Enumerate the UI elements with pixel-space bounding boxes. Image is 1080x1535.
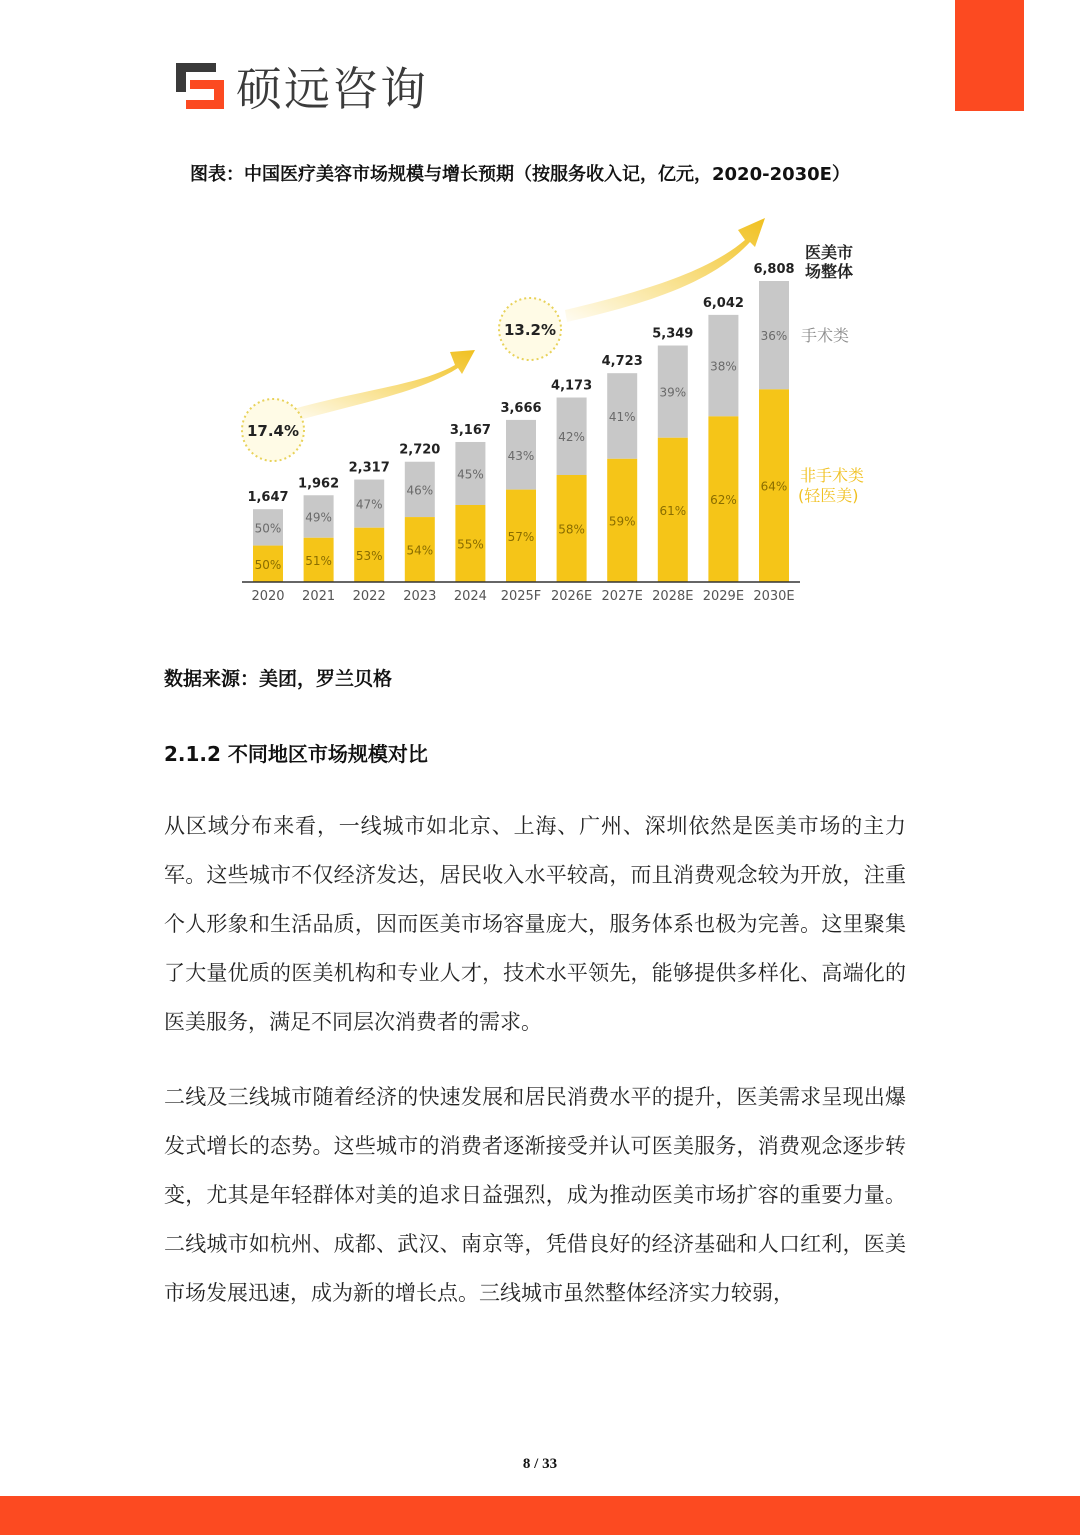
logo-text: 硕远咨询: [236, 62, 428, 116]
non-surgical-share-label: 50%: [254, 557, 282, 572]
surgical-share-label: 41%: [608, 409, 636, 424]
non-surgical-share-label: 59%: [608, 514, 636, 529]
total-value-label: 2,317: [348, 460, 390, 476]
svg-text:13.2%: 13.2%: [503, 321, 557, 339]
non-surgical-share-label: 57%: [507, 529, 535, 544]
x-tick-label: 2022: [352, 589, 386, 604]
cagr-badge-2: [499, 298, 561, 360]
surgical-share-label: 43%: [507, 448, 535, 463]
non-surgical-share-label: 54%: [406, 543, 434, 558]
total-value-label: 2,720: [399, 442, 441, 458]
bar-2020: [247, 490, 288, 582]
page-number: 8 / 33: [522, 1456, 558, 1472]
non-surgical-share-label: 53%: [355, 548, 383, 563]
surgical-share-label: 36%: [760, 329, 788, 344]
x-tick-label: 2023: [403, 589, 437, 604]
svg-text:非手术类: 非手术类: [800, 466, 865, 485]
non-surgical-share-label: 55%: [457, 537, 484, 552]
surgical-share-label: 42%: [558, 430, 585, 445]
total-value-label: 3,666: [500, 400, 542, 416]
svg-text:场整体: 场整体: [805, 262, 854, 281]
x-tick-label: 2028E: [652, 589, 694, 604]
svg-text:17.4%: 17.4%: [246, 422, 300, 440]
total-value-label: 3,167: [449, 422, 491, 438]
paragraph: 二线及三线城市随着经济的快速发展和居民消费水平的提升，医美需求呈现出爆发式增长的态势。这些城市的消费者逐渐接受并认可医美服务，消费观念逐步转变，尤其是年轻群体对美的追求日益强烈，成为推动医美市场扩容的重要力量。二线城市如杭州、成都、武汉、南京等，凭借良好的经济基础和人口红利，医美市场发展迅速，成为新的增长点。三线城市虽然整体经济实力较弱，: [164, 1085, 906, 1305]
chart-title: 图表：中国医疗美容市场规模与增长预期（按服务收入记，亿元，2020-2030E）: [190, 164, 850, 185]
legend: [798, 243, 864, 505]
total-value-label: 6,808: [753, 262, 795, 277]
non-surgical-share-label: 64%: [760, 479, 788, 494]
stacked-bar-chart: [0, 0, 1080, 620]
svg-text:手术类: 手术类: [801, 326, 850, 345]
bar-2030E: [753, 262, 794, 582]
bar-2024: [450, 423, 491, 582]
paragraph: 从区域分布来看，一线城市如北京、上海、广州、深圳依然是医美市场的主力军。这些城市不仅经济发达，居民收入水平较高，而且消费观念较为开放，注重个人形象和生活品质，因而医美市场容量庞大，服务体系也极为完善。这里聚集了大量优质的医美机构和专业人才，技术水平领先，能够提供多样化、高端化的医美服务，满足不同层次消费者的需求。: [164, 814, 906, 1034]
surgical-share-label: 46%: [406, 483, 434, 498]
surgical-share-label: 47%: [355, 497, 383, 512]
bar-2025F: [500, 401, 541, 582]
svg-text:(轻医美): (轻医美): [798, 486, 859, 505]
data-source: 数据来源：美团，罗兰贝格: [164, 668, 393, 690]
bar-2028E: [652, 327, 693, 582]
surgical-share-label: 50%: [254, 521, 282, 536]
non-surgical-share-label: 51%: [305, 553, 332, 568]
non-surgical-share-label: 61%: [659, 503, 687, 518]
svg-text:医美市: 医美市: [805, 243, 854, 262]
bar-2022: [349, 461, 390, 582]
total-value-label: 6,042: [702, 295, 744, 311]
cagr-badge-1: [242, 399, 304, 461]
non-surgical-share-label: 58%: [558, 522, 585, 537]
surgical-share-label: 45%: [457, 467, 484, 482]
bar-2029E: [703, 296, 744, 582]
non-surgical-share-label: 62%: [710, 493, 737, 508]
bar-2021: [298, 476, 339, 582]
surgical-share-label: 49%: [305, 510, 332, 525]
x-tick-label: 2021: [302, 589, 336, 604]
x-tick-label: 2029E: [702, 589, 745, 604]
total-value-label: 4,173: [551, 378, 593, 394]
surgical-share-label: 39%: [659, 385, 687, 400]
x-tick-label: 2020: [251, 589, 285, 604]
x-tick-label: 2030E: [753, 589, 795, 604]
x-tick-label: 2025F: [500, 589, 542, 604]
footer-accent-bar: [0, 1496, 1080, 1535]
bar-2027E: [602, 354, 643, 582]
total-value-label: 1,647: [247, 490, 289, 506]
x-tick-label: 2024: [453, 589, 487, 604]
section-heading: 2.1.2 不同地区市场规模对比: [164, 742, 428, 766]
bar-2026E: [551, 379, 592, 582]
x-tick-label: 2026E: [550, 589, 593, 604]
x-axis-labels: [251, 589, 794, 604]
surgical-share-label: 38%: [710, 359, 737, 374]
x-tick-label: 2027E: [601, 589, 643, 604]
growth-arrow-1-icon: [290, 350, 475, 422]
bar-2023: [399, 443, 440, 582]
total-value-label: 5,349: [652, 326, 694, 342]
total-value-label: 4,723: [601, 354, 643, 370]
total-value-label: 1,962: [298, 476, 340, 492]
